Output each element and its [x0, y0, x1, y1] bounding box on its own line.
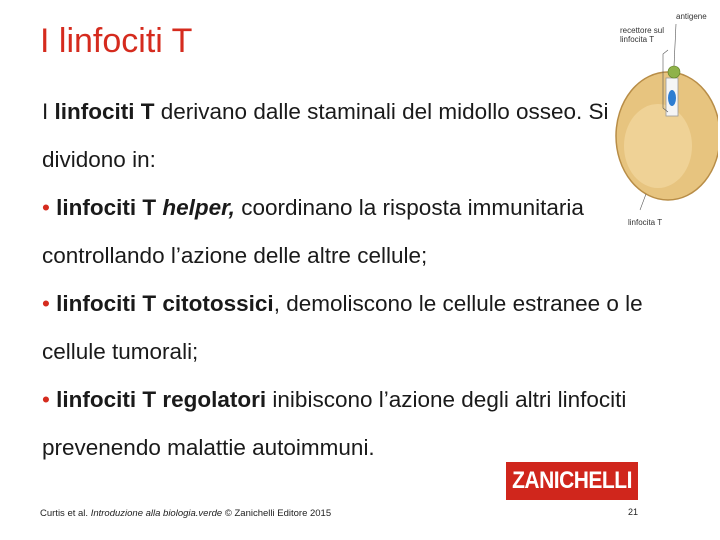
intro-post: derivano dalle staminali del midollo osseo. Si dividono in: [42, 99, 609, 172]
intro-paragraph [42, 88, 682, 184]
footer-citation [40, 508, 331, 519]
page-number: 21 [628, 507, 639, 517]
bullet-marker: • [42, 195, 50, 220]
bullet-marker: • [42, 291, 50, 316]
bullet-rest: inibiscono l’azione degli altri linfociti prevenendo malattie autoimmuni. [42, 387, 627, 460]
bullet-bold: linfociti T [56, 195, 163, 220]
bullet-bold: linfociti T regolatori [56, 387, 267, 412]
bullet-helper [42, 184, 682, 280]
receptor-label: recettore sul linfocita T [620, 26, 665, 44]
logo-text: ZANICHELLI [512, 467, 632, 494]
footer-italic: Introduzione alla biologia.verde [90, 508, 223, 519]
intro-bold: linfociti T [54, 99, 155, 124]
antigen-label: antigene [676, 12, 707, 21]
bullet-rest: , demoliscono le cellule estranee o le cellule tumorali; [42, 291, 643, 364]
bullet-rest: coordinano la risposta immunitaria controllando l’azione delle altre cellule; [42, 195, 584, 268]
zanichelli-logo [506, 462, 638, 500]
footer-pre: Curtis et al. [40, 508, 91, 519]
intro-pre: I [42, 99, 55, 124]
slide-body [42, 88, 682, 472]
bullet-cytotoxic [42, 280, 682, 376]
bullet-marker: • [42, 387, 50, 412]
footer-post: © Zanichelli Editore 2015 [222, 508, 332, 519]
bullet-bold-italic: helper, [162, 195, 235, 220]
t-cell-label: linfocita T [628, 218, 663, 227]
bullet-regulatory [42, 376, 682, 472]
bullet-bold: linfociti T citotossici [56, 291, 274, 316]
slide-title: I linfociti T [40, 22, 193, 60]
